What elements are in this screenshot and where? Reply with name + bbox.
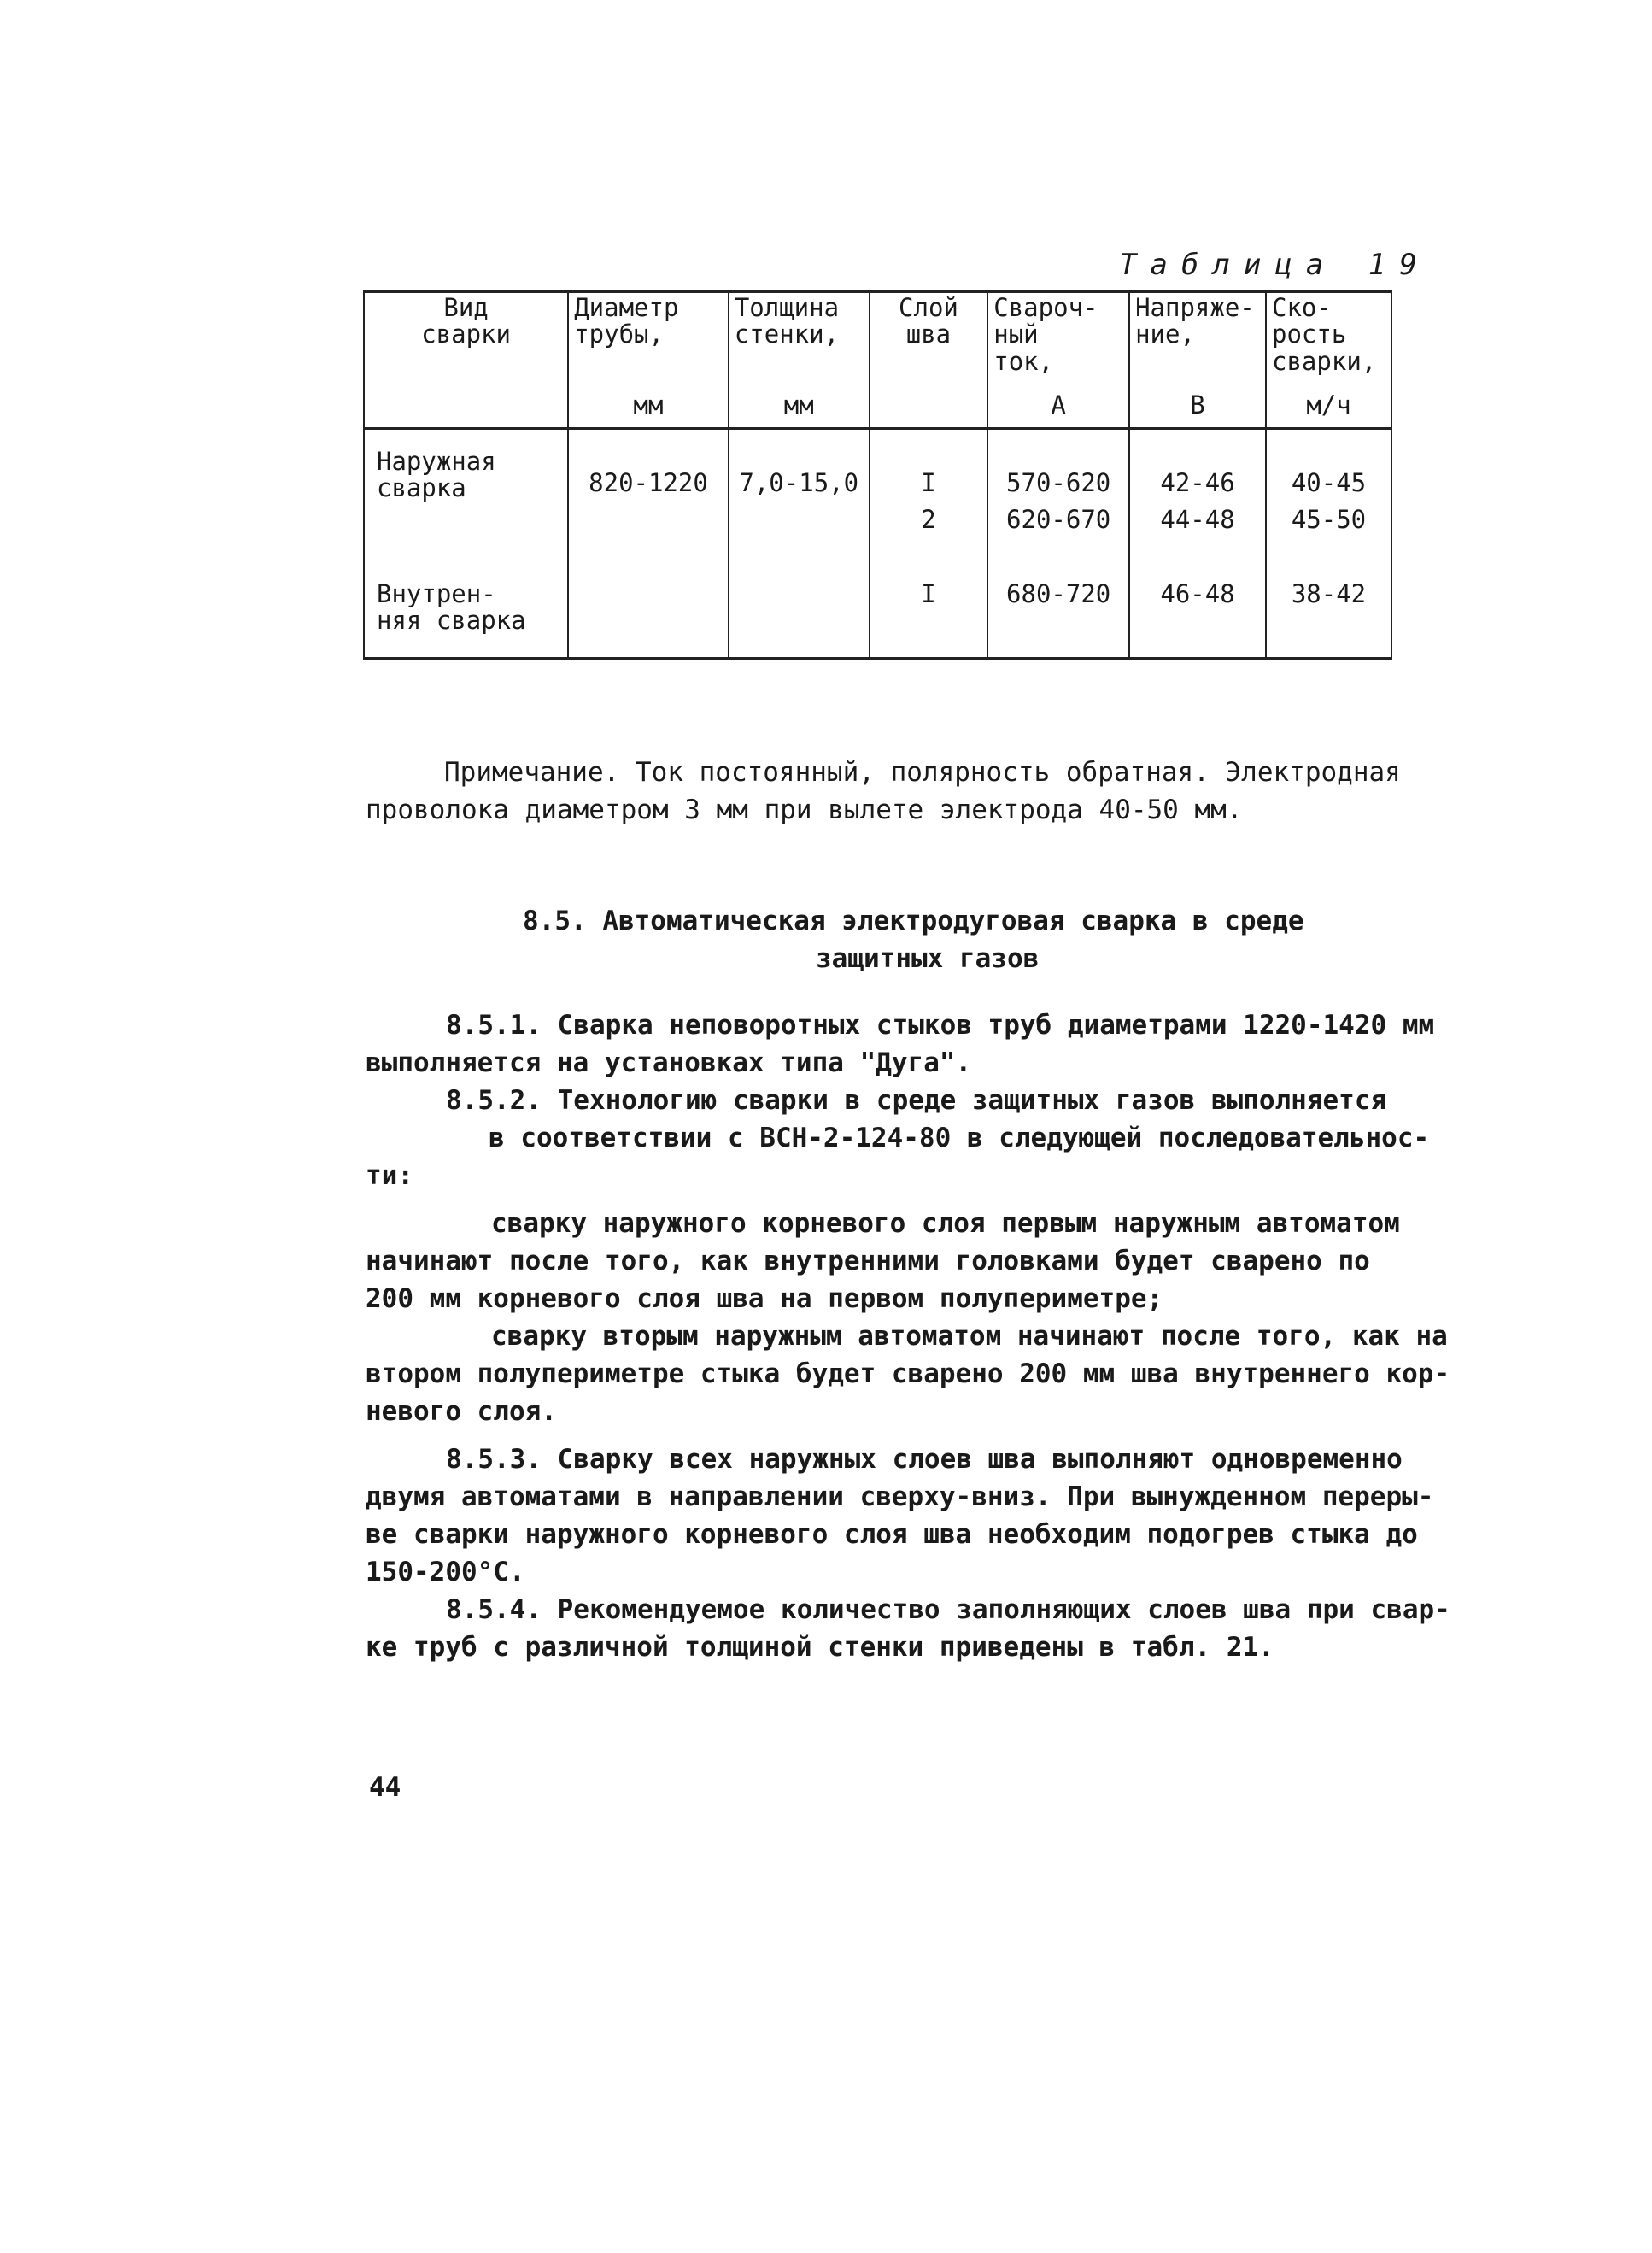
voltage-value: 44-48 [1160,505,1235,534]
welding-modes-table [363,290,1392,660]
section-title: защитных газов [816,943,1040,974]
speed-value: 38-42 [1291,579,1367,608]
col-header-layer: Слой шва [870,292,988,429]
paragraph-line: 8.5.4. Рекомендуемое количество заполняющих слоев шва при свар- [446,1594,1450,1625]
voltage-value: 42-46 [1160,468,1235,497]
col-header-diameter: Диаметр трубы, мм [568,292,729,429]
thickness-value: 7,0-15,0 [739,468,859,497]
diameter-value: 820-1220 [589,468,708,497]
layer-value: I [921,579,936,608]
layer-value: I [921,468,936,497]
paragraph-line: 8.5.1. Сварка неповоротных стыков труб диаметрами 1220-1420 мм [446,1010,1435,1041]
paragraph-line: ке труб с различной толщиной стенки приведены в табл. 21. [366,1632,1274,1663]
paragraph-line: двумя автоматами в направлении сверху-вниз. При вынужденном переры- [366,1481,1434,1512]
current-value: 680-720 [1006,579,1111,608]
paragraph-line: 200 мм корневого слоя шва на первом полупериметре; [366,1283,1163,1314]
cell-kind [364,429,568,659]
note-line: проволока диаметром 3 мм при вылете электрода 40-50 мм. [366,795,1243,825]
page-number: 44 [369,1772,401,1803]
kind-outer: Наружная сварка [377,447,496,503]
cell-speed [1266,429,1391,659]
paragraph-line: 150-200°С. [366,1557,525,1587]
paragraph-line: ти: [366,1160,413,1191]
cell-diameter [568,429,729,659]
speed-value: 45-50 [1291,505,1367,534]
paragraph-line: начинают после того, как внутренними головками будет сварено по [366,1246,1370,1276]
paragraph-line: втором полупериметре стыка будет сварено 200 мм шва внутреннего кор- [366,1358,1450,1389]
kind-inner: Внутрен- няя сварка [377,579,526,636]
col-header-thickness: Толщина стенки, мм [729,292,870,429]
table-caption: Таблица 19 [1119,248,1431,282]
note-line: Примечание. Ток постоянный, полярность обратная. Электродная [444,757,1401,788]
col-header-current: Свароч- ный ток, А [987,292,1129,429]
section-title: 8.5. Автоматическая электродуговая сварка в среде [523,906,1304,936]
paragraph-line: невого слоя. [366,1396,557,1427]
table-body-row [364,429,1391,659]
table-header-row [364,292,1391,429]
paragraph-line: ве сварки наружного корневого слоя шва необходим подогрев стыка до [366,1519,1418,1550]
current-value: 570-620 [1006,468,1111,497]
cell-voltage [1129,429,1266,659]
cell-layer [870,429,988,659]
col-header-voltage: Напряже- ние, В [1129,292,1266,429]
cell-thickness [729,429,870,659]
paragraph-line: 8.5.3. Сварку всех наружных слоев шва выполняют одновременно [446,1444,1403,1475]
paragraph-line: 8.5.2. Технологию сварки в среде защитных газов выполняется [446,1085,1387,1116]
cell-current [987,429,1129,659]
col-header-kind: Вид сварки [364,292,568,429]
col-header-speed: Ско- рость сварки, м/ч [1266,292,1391,429]
voltage-value: 46-48 [1160,579,1235,608]
paragraph-line: в соответствии с ВСН-2-124-80 в следующей последовательнос- [489,1123,1430,1153]
paragraph-line: сварку наружного корневого слоя первым наружным автоматом [491,1208,1400,1239]
paragraph-line: выполняется на установках типа "Дуга". [366,1047,972,1078]
layer-value: 2 [921,505,936,534]
speed-value: 40-45 [1291,468,1367,497]
paragraph-line: сварку вторым наружным автоматом начинают после того, как на [491,1321,1448,1352]
current-value: 620-670 [1006,505,1111,534]
